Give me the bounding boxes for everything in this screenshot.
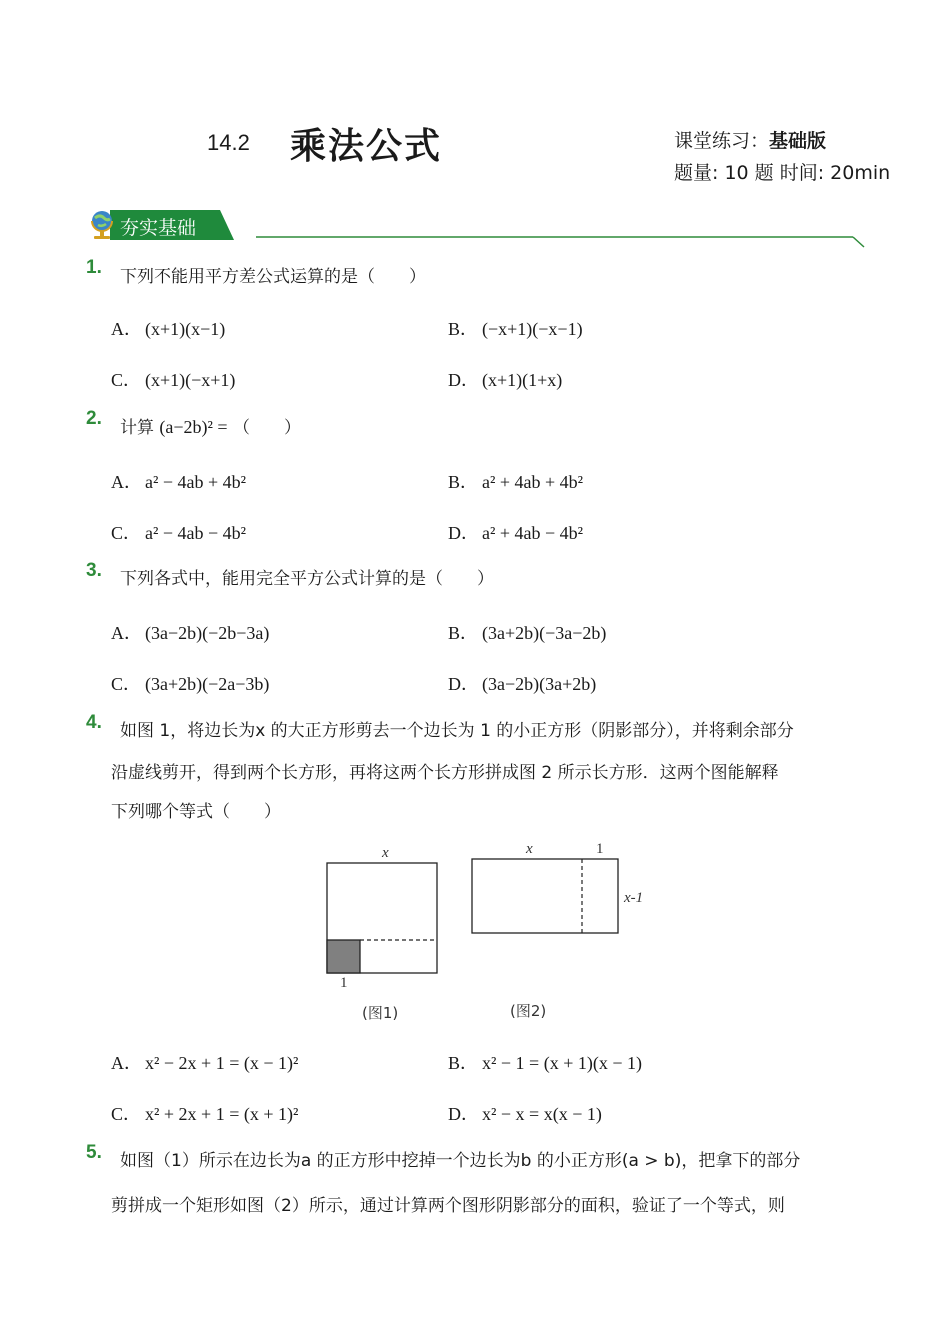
section-banner bbox=[88, 206, 868, 248]
option-label: B． bbox=[448, 623, 479, 643]
figure-drawing bbox=[316, 838, 666, 1028]
fig1-top-label: x bbox=[382, 845, 389, 861]
question-text-math: (a−2b)² = bbox=[159, 417, 228, 437]
chapter-title: 乘法公式 bbox=[290, 126, 443, 167]
option-expr: a² + 4ab − 4b² bbox=[482, 523, 584, 543]
question-count: 题量: 10 题 bbox=[674, 162, 774, 184]
option-expr: x² + 2x + 1 = (x + 1)² bbox=[145, 1104, 299, 1124]
q1-option-c bbox=[111, 366, 235, 392]
fig1-bottom-label: 1 bbox=[340, 975, 348, 991]
option-expr: x² − 1 = (x + 1)(x − 1) bbox=[482, 1053, 642, 1073]
option-expr: (3a+2b)(−3a−2b) bbox=[482, 623, 607, 643]
fig2-side-label: x-1 bbox=[624, 890, 644, 906]
fig2-caption: (图2) bbox=[510, 1002, 547, 1020]
q1-option-b bbox=[448, 315, 583, 341]
option-expr: (x+1)(x−1) bbox=[145, 319, 226, 339]
option-label: A． bbox=[111, 472, 142, 492]
question-4 bbox=[86, 712, 102, 734]
question-number: 3. bbox=[86, 560, 102, 581]
practice-level: 基础版 bbox=[769, 130, 827, 152]
option-label: D． bbox=[448, 674, 479, 694]
banner-graphic bbox=[88, 206, 868, 248]
section-number: 14.2 bbox=[207, 130, 250, 155]
question-5-line-2: 剪拼成一个矩形如图（2）所示，通过计算两个图形阴影部分的面积，验证了一个等式，则 bbox=[111, 1196, 785, 1216]
q1-option-d bbox=[448, 366, 562, 392]
question-2 bbox=[86, 408, 102, 430]
q3-option-d bbox=[448, 670, 596, 696]
option-expr: a² − 4ab + 4b² bbox=[145, 472, 247, 492]
question-4-line-3: 下列哪个等式（ ） bbox=[111, 802, 281, 822]
question-2-text bbox=[120, 407, 301, 448]
q1-option-a bbox=[111, 315, 225, 341]
question-3 bbox=[86, 560, 102, 582]
practice-label: 课堂练习： bbox=[674, 130, 770, 152]
q4-option-d bbox=[448, 1100, 602, 1126]
option-label: A． bbox=[111, 623, 142, 643]
option-expr: (3a−2b)(3a+2b) bbox=[482, 674, 597, 694]
fig2-rectangle bbox=[472, 859, 618, 933]
option-label: A． bbox=[111, 1053, 142, 1073]
question-number: 2. bbox=[86, 408, 102, 429]
option-label: C． bbox=[111, 674, 142, 694]
fig2-top-label: x bbox=[526, 841, 533, 857]
q2-option-c bbox=[111, 519, 246, 545]
q4-option-a bbox=[111, 1049, 298, 1075]
fig2-top-right-label: 1 bbox=[596, 841, 604, 857]
practice-info bbox=[674, 126, 826, 153]
q4-option-c bbox=[111, 1100, 298, 1126]
q2-option-b bbox=[448, 468, 583, 494]
question-4-line-2: 沿虚线剪开，得到两个长方形，再将这两个长方形拼成图 2 所示长方形．这两个图能解释 bbox=[111, 763, 779, 783]
option-label: D． bbox=[448, 523, 479, 543]
option-expr: (3a−2b)(−2b−3a) bbox=[145, 623, 270, 643]
question-3-text: 下列各式中，能用完全平方公式计算的是（ ） bbox=[120, 569, 494, 589]
option-expr: (x+1)(−x+1) bbox=[145, 370, 236, 390]
banner-label: 夯实基础 bbox=[120, 217, 197, 239]
q2-option-d bbox=[448, 519, 583, 545]
q3-option-c bbox=[111, 670, 269, 696]
option-label: A． bbox=[111, 319, 142, 339]
question-text-suffix: （ ） bbox=[233, 418, 301, 438]
option-label: B． bbox=[448, 1053, 479, 1073]
option-expr: (x+1)(1+x) bbox=[482, 370, 563, 390]
globe-icon bbox=[88, 208, 118, 242]
option-label: B． bbox=[448, 319, 479, 339]
q3-option-a bbox=[111, 619, 269, 645]
option-label: C． bbox=[111, 1104, 142, 1124]
option-expr: x² − x = x(x − 1) bbox=[482, 1104, 602, 1124]
fig1-shaded-square bbox=[327, 940, 360, 973]
question-5-line-1: 如图（1）所示在边长为a 的正方形中挖掉一个边长为b 的小正方形(a > b)，把拿下的部分 bbox=[120, 1151, 801, 1171]
question-text-prefix: 计算 bbox=[120, 418, 154, 438]
q3-option-b bbox=[448, 619, 606, 645]
q2-option-a bbox=[111, 468, 246, 494]
fig1-caption: (图1) bbox=[362, 1004, 399, 1022]
option-expr: x² − 2x + 1 = (x − 1)² bbox=[145, 1053, 299, 1073]
question-4-figure bbox=[316, 838, 666, 1028]
option-label: D． bbox=[448, 370, 479, 390]
option-label: C． bbox=[111, 523, 142, 543]
option-expr: a² − 4ab − 4b² bbox=[145, 523, 247, 543]
question-1 bbox=[86, 257, 102, 279]
option-expr: (−x+1)(−x−1) bbox=[482, 319, 583, 339]
question-number: 5. bbox=[86, 1142, 102, 1163]
option-label: B． bbox=[448, 472, 479, 492]
q4-option-b bbox=[448, 1049, 642, 1075]
question-number: 4. bbox=[86, 712, 102, 733]
quiz-meta bbox=[674, 158, 890, 185]
question-5 bbox=[86, 1142, 102, 1164]
question-4-line-1: 如图 1，将边长为x 的大正方形剪去一个边长为 1 的小正方形（阴影部分），并将剩余部分 bbox=[120, 721, 794, 741]
time-limit: 时间: 20min bbox=[779, 162, 891, 184]
question-1-text: 下列不能用平方差公式运算的是（ ） bbox=[120, 267, 426, 287]
question-number: 1. bbox=[86, 257, 102, 278]
option-label: D． bbox=[448, 1104, 479, 1124]
option-label: C． bbox=[111, 370, 142, 390]
option-expr: a² + 4ab + 4b² bbox=[482, 472, 584, 492]
option-expr: (3a+2b)(−2a−3b) bbox=[145, 674, 270, 694]
